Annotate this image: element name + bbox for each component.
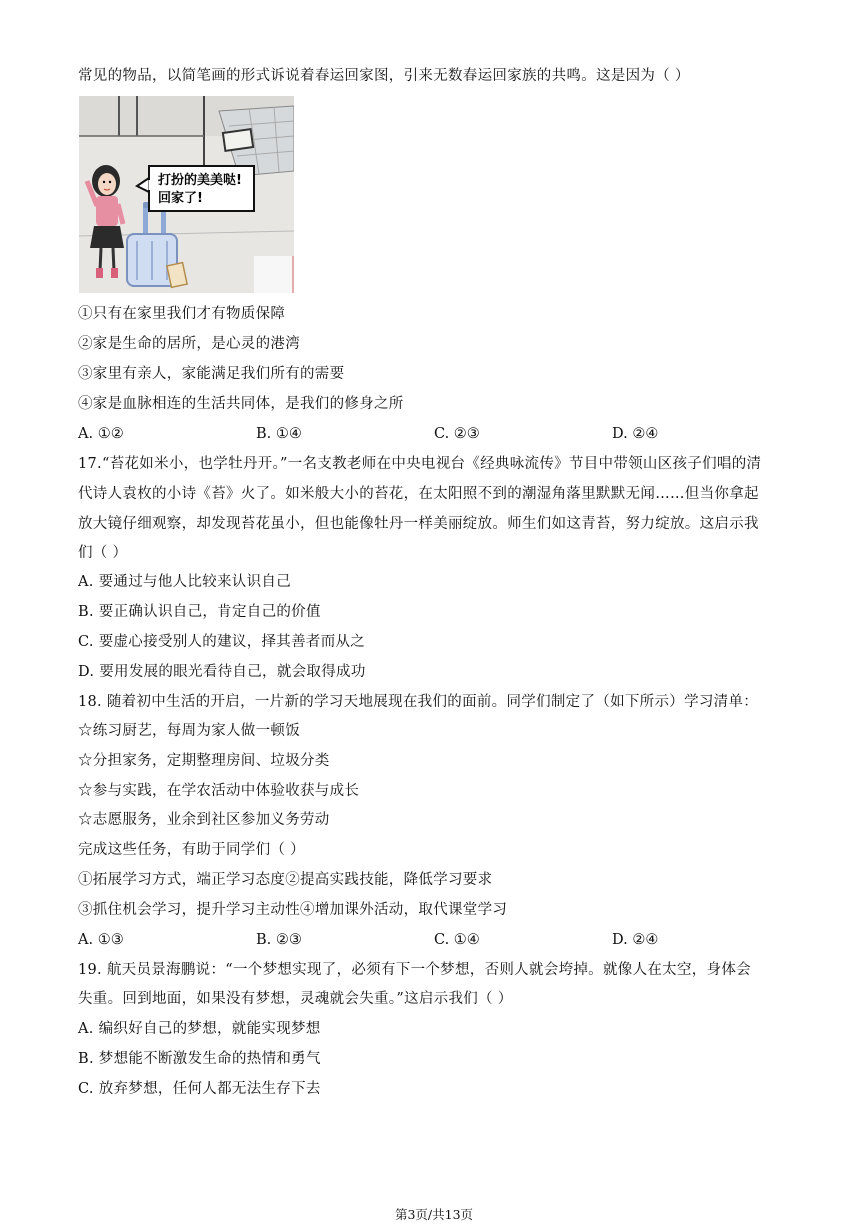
q18-list-item-1: ☆练习厨艺，每周为家人做一顿饭 — [78, 723, 300, 739]
q18-stem-line-1: 18. 随着初中生活的开启，一片新的学习天地展现在我们的面前。同学们制定了（如下所示）学习清单： — [78, 694, 759, 710]
q17-option-d: D. 要用发展的眼光看待自己，就会取得成功 — [78, 664, 366, 680]
q18-option-b: B. ②③ — [256, 932, 302, 948]
q18-option-c: C. ①④ — [434, 932, 480, 948]
q17-stem-line-4: 们（ ） — [78, 545, 128, 561]
q16-statement-2: ②家是生命的居所，是心灵的港湾 — [78, 336, 300, 352]
speech-bubble-text — [158, 172, 242, 208]
q19-option-b: B. 梦想能不断激发生命的热情和勇气 — [78, 1051, 321, 1067]
q17-option-a: A. 要通过与他人比较来认识自己 — [78, 574, 291, 590]
q16-option-d: D. ②④ — [612, 426, 659, 442]
q16-statement-3: ③家里有亲人，家能满足我们所有的需要 — [78, 366, 345, 382]
speech-line-1: 打扮的美美哒! — [158, 173, 242, 188]
q18-statements-1: ①拓展学习方式，端正学习态度②提高实践技能，降低学习要求 — [78, 872, 493, 888]
q17-stem-line-2: 代诗人袁枚的小诗《苔》火了。如米般大小的苔花，在太阳照不到的潮湿角落里默默无闻……但当你拿起 — [78, 486, 759, 502]
page-number: 第3页/共13页 — [394, 1207, 474, 1222]
q16-option-c: C. ②③ — [434, 426, 480, 442]
q19-option-c: C. 放弃梦想，任何人都无法生存下去 — [78, 1081, 321, 1097]
q17-option-b: B. 要正确认识自己，肯定自己的价值 — [78, 604, 321, 620]
q17-stem-line-3: 放大镜仔细观察，却发现苔花虽小，但也能像牡丹一样美丽绽放。师生们如这青苔，努力绽放。这启示我 — [78, 516, 759, 532]
speech-line-2: 回家了! — [158, 191, 203, 206]
q18-list-item-3: ☆参与实践，在学农活动中体验收获与成长 — [78, 783, 360, 799]
q16-option-b: B. ①④ — [256, 426, 302, 442]
q19-stem-line-2: 失重。回到地面，如果没有梦想，灵魂就会失重。”这启示我们（ ） — [78, 991, 513, 1007]
illustration-spring-festival — [79, 96, 294, 293]
q18-prompt: 完成这些任务，有助于同学们（ ） — [78, 842, 305, 858]
q17-option-c: C. 要虚心接受别人的建议，择其善者而从之 — [78, 634, 366, 650]
q16-option-a: A. ①② — [78, 426, 124, 442]
q19-option-a: A. 编织好自己的梦想，就能实现梦想 — [78, 1021, 321, 1037]
q19-stem-line-1: 19. 航天员景海鹏说：“一个梦想实现了，必须有下一个梦想，否则人就会垮掉。就像人在太空，身体会 — [78, 962, 751, 978]
q18-option-d: D. ②④ — [612, 932, 659, 948]
q16-statement-1: ①只有在家里我们才有物质保障 — [78, 306, 286, 322]
q18-list-item-4: ☆志愿服务，业余到社区参加义务劳动 — [78, 812, 330, 828]
q18-statements-2: ③抓住机会学习，提升学习主动性④增加课外活动，取代课堂学习 — [78, 902, 508, 918]
q16-statement-4: ④家是血脉相连的生活共同体，是我们的修身之所 — [78, 396, 404, 412]
q18-option-a: A. ①③ — [78, 932, 124, 948]
question-16-stem: 常见的物品，以简笔画的形式诉说着春运回家图，引来无数春运回家族的共鸣。这是因为（ ） — [78, 68, 690, 84]
q18-list-item-2: ☆分担家务，定期整理房间、垃圾分类 — [78, 753, 330, 769]
q17-stem-line-1: 17.“苔花如米小，也学牡丹开。”一名支教老师在中央电视台《经典咏流传》节目中带领山区孩子们唱的清 — [78, 456, 762, 472]
